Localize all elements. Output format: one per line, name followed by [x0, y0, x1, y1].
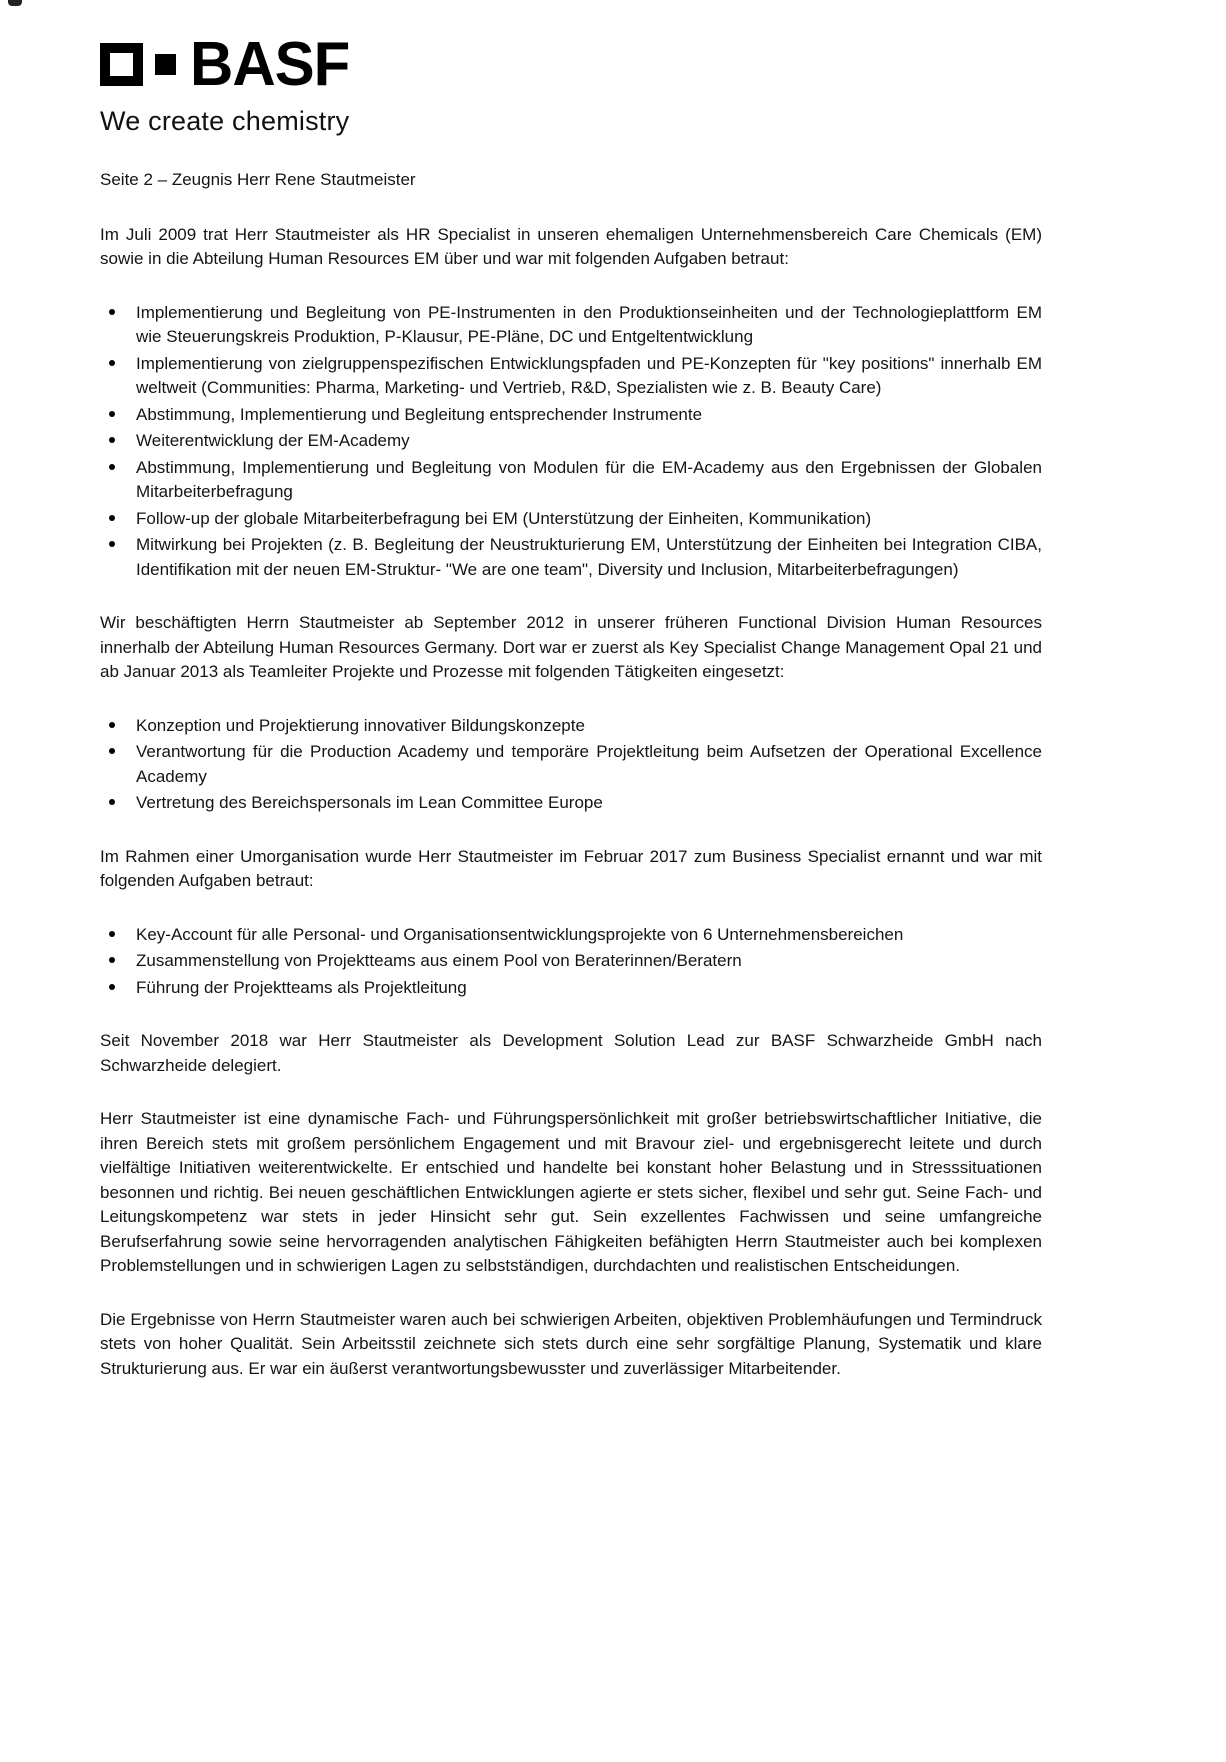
- list-item: Implementierung und Begleitung von PE-Instrumenten in den Produktionseinheiten und der Technologieplattform EM wie Steuerungskreis Produktion, P-Klausur, PE-Pläne, DC und Entgeltentwicklung: [100, 301, 1042, 350]
- list-item: Follow-up der globale Mitarbeiterbefragung bei EM (Unterstützung der Einheiten, Kommunikation): [100, 507, 1042, 532]
- letterhead: [100, 28, 350, 137]
- list-item: Führung der Projektteams als Projektleitung: [100, 976, 1042, 1001]
- list-item: Abstimmung, Implementierung und Begleitung entsprechender Instrumente: [100, 403, 1042, 428]
- paragraph-2017: Im Rahmen einer Umorganisation wurde Herr Stautmeister im Februar 2017 zum Business Specialist ernannt und war mit folgenden Aufgaben betraut:: [100, 846, 1042, 890]
- duties-list-2009: [100, 301, 1042, 583]
- list-item: Weiterentwicklung der EM-Academy: [100, 429, 1042, 454]
- duties-list-2012: [100, 714, 1042, 816]
- paragraph-2012: Wir beschäftigten Herrn Stautmeister ab September 2012 in unserer früheren Functional Division Human Resources innerhalb der Abteilung Human Resources Germany. Dort war er zuerst als Key Specialist Change Management Opal 21 und ab Januar 2013 als Teamleiter Projekte und Prozesse mit folgenden Tätigkeiten eingesetzt:: [100, 613, 1042, 681]
- list-item: Zusammenstellung von Projektteams aus einem Pool von Beraterinnen/Beratern: [100, 949, 1042, 974]
- logo-outline-square-icon: [100, 43, 143, 86]
- list-item: Implementierung von zielgruppenspezifischen Entwicklungspfaden und PE-Konzepten für "key positions" innerhalb EM weltweit (Communities: Pharma, Marketing- und Vertrieb, R&D, Spezialisten wie z. B. Beauty Care): [100, 352, 1042, 401]
- paragraph-2018: Seit November 2018 war Herr Stautmeister als Development Solution Lead zur BASF Schwarzheide GmbH nach Schwarzheide delegiert.: [100, 1031, 1042, 1075]
- list-item: Abstimmung, Implementierung und Begleitung von Modulen für die EM-Academy aus den Ergebnissen der Globalen Mitarbeiterbefragung: [100, 456, 1042, 505]
- scan-artifact: [8, 0, 22, 6]
- duties-list-2017: [100, 923, 1042, 1001]
- list-item: Vertretung des Bereichspersonals im Lean Committee Europe: [100, 791, 1042, 816]
- list-item: Verantwortung für die Production Academy und temporäre Projektleitung beim Aufsetzen der Operational Excellence Academy: [100, 740, 1042, 789]
- logo-wordmark: BASF: [190, 28, 350, 99]
- logo-solid-square-icon: [155, 54, 176, 75]
- paragraph-intro-2009: Im Juli 2009 trat Herr Stautmeister als HR Specialist in unseren ehemaligen Unternehmensbereich Care Chemicals (EM) sowie in die Abteilung Human Resources EM über und war mit folgenden Aufgaben betraut:: [100, 224, 1042, 268]
- list-item: Mitwirkung bei Projekten (z. B. Begleitung der Neustrukturierung EM, Unterstützung der Einheiten bei Integration CIBA, Identifikation mit der neuen EM-Struktur- "We are one team", Diversity und Inclusion, Mitarbeiterbefragungen): [100, 533, 1042, 582]
- list-item: Key-Account für alle Personal- und Organisationsentwicklungsprojekte von 6 Unternehmensbereichen: [100, 923, 1042, 948]
- brand-tagline: We create chemistry: [100, 106, 350, 136]
- page-title: Seite 2 – Zeugnis Herr Rene Stautmeister: [100, 170, 416, 189]
- basf-logo: [100, 28, 350, 99]
- paragraph-results: Die Ergebnisse von Herrn Stautmeister waren auch bei schwierigen Arbeiten, objektiven Problemhäufungen und Termindruck stets von hoher Qualität. Sein Arbeitsstil zeichnete sich stets durch eine sehr sorgfältige Planung, Systematik und klare Strukturierung aus. Er war ein äußerst verantwortungsbewusster und zuverlässiger Mitarbeitender.: [100, 1309, 1042, 1378]
- letter-body: [100, 168, 1042, 1381]
- list-item: Konzeption und Projektierung innovativer Bildungskonzepte: [100, 714, 1042, 739]
- paragraph-assessment: Herr Stautmeister ist eine dynamische Fach- und Führungspersönlichkeit mit großer betriebswirtschaftlicher Initiative, die ihren Bereich stets mit großem persönlichem Engagement und mit Bravour ziel- und ergebnisgerecht leitete und durch vielfältige Initiativen weiterentwickelte. Er entschied und handelte bei konstant hoher Belastung und in Stresssituationen besonnen und richtig. Bei neuen geschäftlichen Entwicklungen agierte er stets sicher, flexibel und sehr gut. Seine Fach- und Leitungskompetenz war stets in jeder Hinsicht sehr gut. Sein exzellentes Fachwissen und seine umfangreiche Berufserfahrung sowie seine hervorragenden analytischen Fähigkeiten befähigten Herrn Stautmeister auch bei komplexen Problemstellungen und in schwierigen Lagen zu selbstständigen, durchdachten und realistischen Entscheidungen.: [100, 1109, 1042, 1275]
